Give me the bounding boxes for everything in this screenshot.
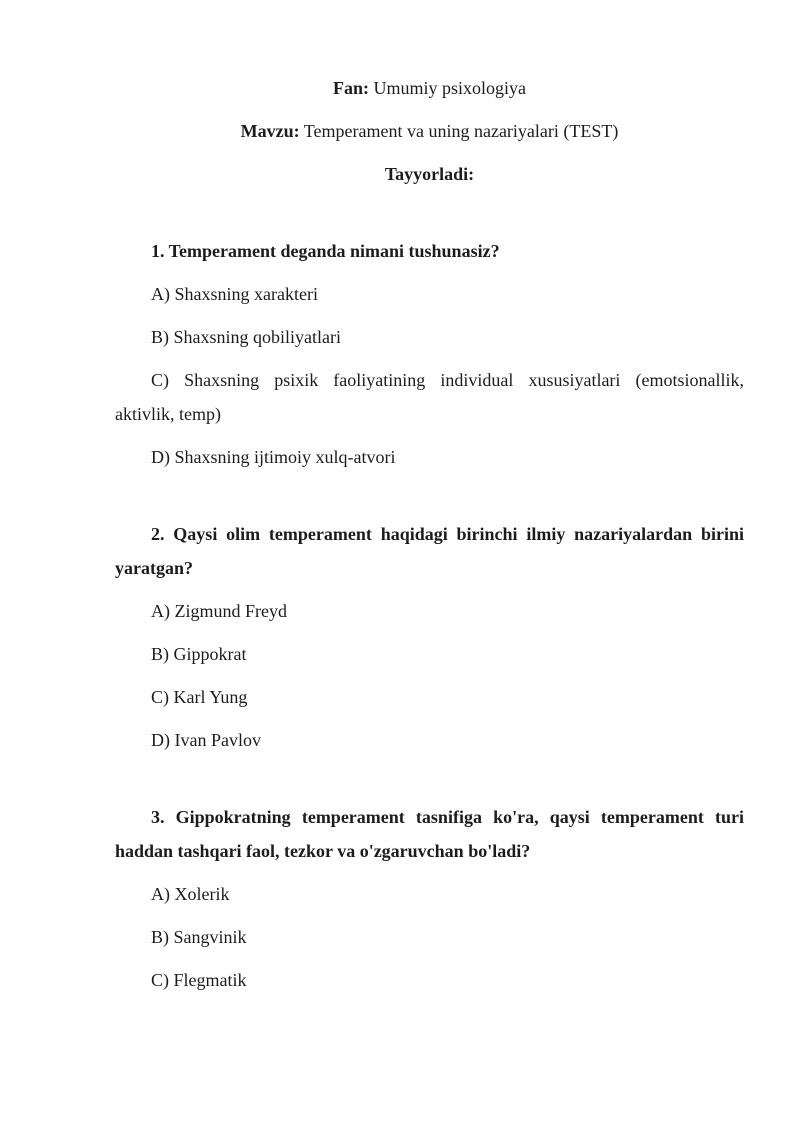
question-1-option-b: B) Shaxsning qobiliyatlari [151,327,341,347]
question-3-option-b: B) Sangvinik [151,927,247,947]
question-2-option-d: D) Ivan Pavlov [151,730,261,750]
question-2-heading: 2. Qaysi olim temperament haqidagi birinchi ilmiy nazariyalardan birini yaratgan? [115,524,744,578]
question-2-option-b: B) Gippokrat [151,644,247,664]
document-header [115,71,744,191]
header-topic-line [115,114,744,148]
question-1-option-d: D) Shaxsning ijtimoiy xulq-atvori [151,447,396,467]
question-1 [115,234,744,474]
question-2 [115,517,744,757]
topic-label: Mavzu: [240,121,300,141]
question-3-option-c: C) Flegmatik [151,970,247,990]
question-2-option-a: A) Zigmund Freyd [151,601,287,621]
question-3-option-a: A) Xolerik [151,884,230,904]
header-prepared-by-line: Tayyorladi: [384,164,475,184]
question-1-option-a: A) Shaxsning xarakteri [151,284,318,304]
topic-value: Temperament va uning nazariyalari (TEST) [303,121,619,141]
question-1-option-c: C) Shaxsning psixik faoliyatining individual xususiyatlari (emotsionallik, aktivlik, temp) [115,370,744,424]
question-1-heading: 1. Temperament deganda nimani tushunasiz? [151,241,500,261]
question-3-heading: 3. Gippokratning temperament tasnifiga ko'ra, qaysi temperament turi haddan tashqari faol, tezkor va o'zgaruvchan bo'ladi? [115,807,744,861]
question-2-option-c: C) Karl Yung [151,687,248,707]
question-3 [115,800,744,997]
subject-label: Fan: [333,78,369,98]
subject-value: Umumiy psixologiya [373,78,526,98]
header-subject-line [115,71,744,105]
